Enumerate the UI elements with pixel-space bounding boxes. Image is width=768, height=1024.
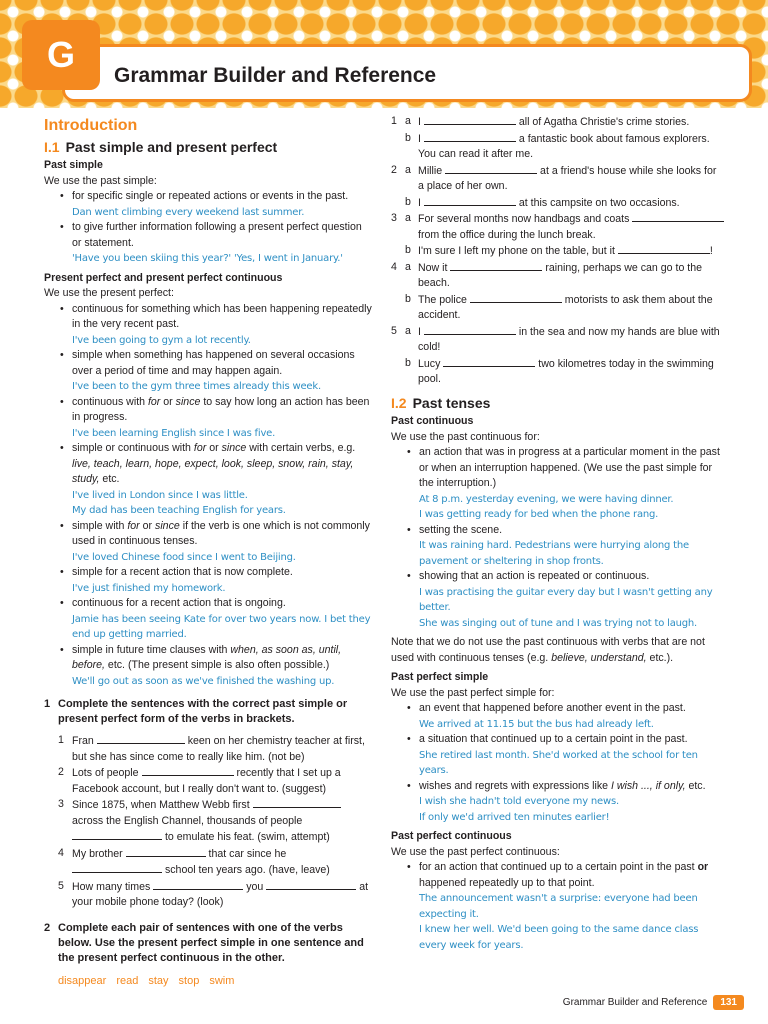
- example-text: 'Have you been skiing this year?' 'Yes, I went in January.': [72, 253, 343, 264]
- item-letter: a: [405, 163, 411, 176]
- past-perfect-continuous-heading: Past perfect continuous: [391, 830, 512, 842]
- rule-text: an action that was in progress at a particular moment in the past or when an interruption happened. (We use the past simple for the interruption.): [419, 446, 720, 489]
- rule-text: or: [160, 395, 176, 408]
- rule-text: showing that an action is repeated or continuous.: [419, 570, 650, 582]
- answer-blank[interactable]: [443, 356, 535, 367]
- rule-text: simple in future time clauses with: [72, 643, 231, 656]
- item-text: Lucy: [418, 357, 441, 370]
- item-text: raining, perhaps we can go to the beach.: [418, 261, 702, 289]
- past-continuous-heading: Past continuous: [391, 415, 474, 427]
- item-text: recently that I set up a Facebook account, but I really don't want to. (suggest): [72, 767, 341, 795]
- past-simple-heading: Past simple: [44, 159, 103, 171]
- answer-blank[interactable]: [618, 243, 710, 254]
- section-letter-tab: [22, 20, 100, 90]
- keyword: or: [697, 861, 709, 873]
- answer-blank[interactable]: [424, 131, 516, 142]
- answer-blank[interactable]: [126, 846, 206, 857]
- example-text: I've been learning English since I was five.: [72, 427, 276, 439]
- page-footer: [563, 995, 744, 1010]
- rule-text: simple with: [72, 519, 128, 532]
- section-letter: G: [46, 34, 75, 75]
- rule-text: etc.: [99, 473, 120, 485]
- item-number: 4: [58, 846, 64, 859]
- list-item: [72, 348, 374, 395]
- rule-text: simple for a recent action that is now complete.: [72, 566, 293, 578]
- keyword: for: [127, 519, 140, 532]
- rule-text: for an action that continued up to a certain point in the past: [419, 861, 698, 873]
- item-text: Since 1875, when Matthew Webb first: [72, 799, 250, 811]
- rule-text: if the verb is one which is not commonly used in continuous tenses.: [72, 519, 370, 547]
- item-number: 4: [391, 260, 397, 273]
- item-letter: b: [405, 131, 411, 144]
- pair-item: [391, 243, 725, 260]
- example-text: We'll go out as soon as we've finished the washing up.: [72, 675, 335, 687]
- item-text: Lots of people: [72, 767, 139, 779]
- example-text: I've just finished my homework.: [72, 582, 226, 594]
- answer-blank[interactable]: [424, 114, 516, 125]
- past-perfect-simple-heading: Past perfect simple: [391, 671, 489, 683]
- rule-text: continuous for a recent action that is ongoing.: [72, 597, 286, 609]
- exercise-2-instruction: [44, 921, 374, 966]
- exercise-number: 2: [44, 921, 51, 934]
- keyword: I wish ..., if only,: [610, 779, 686, 792]
- past-simple-list: [44, 189, 374, 267]
- item-text: at this campsite on two occasions.: [518, 196, 680, 209]
- keyword: when, as soon as, until, before,: [72, 643, 342, 671]
- example-text: I've loved Chinese food since I went to Beijing.: [72, 551, 296, 563]
- example-text: I've lived in London since I was little.: [72, 489, 248, 501]
- list-item: [419, 779, 725, 826]
- instruction-text: Complete the sentences with the correct past simple or present perfect form of the verbs in brackets.: [58, 698, 348, 725]
- item-text: across the English Channel, thousands of people: [72, 814, 303, 827]
- example-text: The announcement wasn't a surprise: everyone had been expecting it.: [419, 893, 698, 920]
- subsection-number: I.2: [391, 394, 407, 411]
- item-text: to emulate his feat. (swim, attempt): [164, 831, 330, 843]
- list-item: [419, 569, 725, 631]
- item-text: keen on her chemistry teacher at first, but she has since come to really like him. (not be): [72, 735, 365, 763]
- example-text: My dad has been teaching English for years.: [72, 505, 286, 516]
- pair-item: [391, 114, 725, 131]
- rule-text: to say how long an action has been in progress.: [72, 395, 370, 423]
- item-text: you: [246, 880, 264, 893]
- pair-item: [391, 211, 725, 243]
- example-text: At 8 p.m. yesterday evening, we were having dinner.: [419, 493, 674, 505]
- footer-label: Grammar Builder and Reference: [562, 997, 708, 1008]
- example-text: I knew her well. We'd been going to the same dance class every week for years.: [419, 924, 699, 951]
- item-text: My brother: [72, 847, 123, 860]
- exercise-1-instruction: [44, 697, 374, 727]
- item-letter: a: [405, 212, 411, 224]
- keyword: since: [221, 442, 247, 454]
- word-bank-item: swim: [209, 974, 235, 987]
- rule-text: happened repeatedly up to that point.: [419, 876, 595, 889]
- example-text: Jamie has been seeing Kate for over two years now. I bet they end up getting married.: [72, 613, 371, 640]
- item-text: motorists to ask them about the accident.: [418, 293, 713, 321]
- rule-text: or: [139, 519, 156, 532]
- item-number: 2: [58, 766, 64, 778]
- exercise-1-items: [58, 733, 374, 911]
- rule-text: or: [206, 442, 222, 454]
- subsection-title: Past simple and present perfect: [65, 138, 278, 155]
- answer-blank[interactable]: [266, 879, 356, 890]
- past-continuous-list: [391, 445, 725, 631]
- item-text: a fantastic book about famous explorers. You can read it after me.: [418, 132, 710, 160]
- list-item: [419, 860, 725, 953]
- past-perfect-continuous-lead: We use the past perfect continuous:: [391, 845, 560, 858]
- item-text: I'm sure I left my phone on the table, but it: [418, 245, 615, 257]
- item-letter: a: [405, 324, 411, 337]
- exercise-item: [58, 733, 374, 765]
- rule-text: a situation that continued up to a certain point in the past.: [419, 733, 688, 745]
- keyword: since: [155, 519, 180, 532]
- item-number: 2: [391, 163, 397, 176]
- item-number: 1: [58, 734, 64, 746]
- list-item: [72, 395, 374, 442]
- keyword: for: [193, 442, 207, 454]
- past-continuous-note: [391, 635, 725, 666]
- rule-text: to give further information following a present perfect question or statement.: [72, 221, 362, 249]
- example-text: She was singing out of tune and I was trying not to laugh.: [419, 617, 698, 629]
- exercise-item: [58, 846, 374, 879]
- example-text: Dan went climbing every weekend last summer.: [72, 206, 305, 218]
- rule-text: etc. (The present simple is also often possible.): [104, 659, 330, 671]
- list-item: [419, 732, 725, 779]
- item-text: For several months now handbags and coats: [418, 213, 630, 225]
- item-text: How many times: [72, 880, 151, 893]
- example-text: If only we'd arrived ten minutes earlier!: [419, 811, 610, 823]
- page-title: Grammar Builder and Reference: [114, 64, 437, 87]
- pair-item: [391, 292, 725, 324]
- example-text: I was getting ready for bed when the phone rang.: [419, 509, 659, 520]
- rule-text: for specific single or repeated actions or events in the past.: [72, 190, 349, 202]
- item-letter: b: [405, 244, 411, 256]
- list-item: [419, 523, 725, 570]
- item-text: I: [418, 196, 421, 209]
- exercise-item: [58, 797, 374, 846]
- item-text: from the office during the lunch break.: [418, 228, 596, 241]
- rule-text: setting the scene.: [419, 523, 503, 536]
- example-text: I was practising the guitar every day but I wasn't getting any better.: [419, 586, 713, 613]
- example-text: She retired last month. She'd worked at the school for ten years.: [419, 749, 698, 776]
- item-text: at a friend's house while she looks for a place of her own.: [418, 164, 717, 192]
- item-text: at your mobile phone today? (look): [72, 880, 369, 908]
- answer-blank[interactable]: [470, 292, 562, 303]
- exercise-number: 1: [44, 698, 51, 710]
- item-text: The police: [418, 293, 467, 306]
- pair-item: [391, 324, 725, 356]
- pair-item: [391, 356, 725, 388]
- rule-text: an event that happened before another event in the past.: [419, 702, 686, 714]
- past-simple-lead: We use the past simple:: [44, 174, 157, 187]
- answer-blank[interactable]: [253, 797, 341, 808]
- pair-item: [391, 163, 725, 195]
- page-number: 131: [713, 995, 744, 1010]
- exercise-2-pairs: [391, 114, 725, 388]
- present-perfect-lead: We use the present perfect:: [44, 287, 174, 299]
- item-text: Millie: [418, 164, 443, 177]
- subsection-number: I.1: [44, 138, 60, 155]
- item-number: 5: [391, 324, 397, 337]
- rule-text: continuous with: [72, 395, 148, 408]
- subsection-heading: [391, 396, 725, 412]
- rule-text: simple when something has happened on several occasions over a period of time and may happen again.: [72, 349, 355, 377]
- list-item: [419, 445, 725, 523]
- subsection-heading: [44, 140, 374, 156]
- item-letter: b: [405, 292, 411, 305]
- pair-item: [391, 131, 725, 163]
- pair-item: [391, 195, 725, 212]
- note-text: Note that we do not use the past continuous with verbs that are not used with continuous tenses (e.g.: [391, 636, 705, 664]
- example-text: I've been to the gym three times already this week.: [72, 381, 321, 392]
- answer-blank[interactable]: [445, 163, 537, 174]
- left-column: [44, 114, 374, 989]
- keyword: for: [147, 395, 161, 408]
- item-letter: b: [405, 195, 411, 208]
- instruction-text: Complete each pair of sentences with one of the verbs below. Use the present perfect simple in one sentence and the present perfect continuous in the other.: [58, 921, 364, 964]
- keyword: believe, understand,: [551, 651, 647, 664]
- item-text: that car since he: [208, 847, 287, 860]
- past-perfect-simple-lead: We use the past perfect simple for:: [391, 686, 555, 699]
- list-item: [72, 189, 374, 220]
- item-number: 3: [391, 212, 397, 224]
- answer-blank[interactable]: [632, 211, 724, 222]
- rule-text: continuous for something which has been happening repeatedly in the very recent past.: [72, 302, 372, 330]
- answer-blank[interactable]: [72, 862, 162, 873]
- present-perfect-heading: Present perfect and present perfect continuous: [44, 271, 283, 284]
- item-text: two kilometres today in the swimming pool.: [418, 357, 714, 385]
- word-bank: [58, 974, 374, 990]
- list-item: [72, 643, 374, 690]
- word-bank-item: disappear: [58, 974, 107, 987]
- list-item: [72, 519, 374, 566]
- subsection-title: Past tenses: [412, 394, 491, 411]
- keyword: since: [175, 395, 201, 408]
- answer-blank[interactable]: [142, 765, 234, 776]
- item-text: !: [709, 245, 713, 257]
- item-text: I: [418, 325, 421, 338]
- item-text: I: [418, 132, 421, 145]
- rule-text: simple or continuous with: [72, 442, 194, 454]
- word-bank-item: stay: [148, 974, 169, 987]
- keyword: live, teach, learn, hope, expect, look, sleep, snow, rain, stay, study,: [72, 457, 354, 485]
- item-text: Now it: [418, 261, 448, 274]
- past-perfect-simple-list: [391, 701, 725, 825]
- answer-blank[interactable]: [424, 195, 516, 206]
- word-bank-item: stop: [178, 974, 200, 987]
- past-continuous-lead: We use the past continuous for:: [391, 430, 540, 443]
- section-heading: Introduction: [44, 117, 138, 134]
- item-text: school ten years ago. (have, leave): [164, 864, 330, 876]
- answer-blank[interactable]: [450, 260, 542, 271]
- list-item: [72, 596, 374, 643]
- answer-blank[interactable]: [72, 829, 162, 840]
- exercise-item: [58, 879, 374, 911]
- rule-text: with certain verbs, e.g.: [246, 442, 356, 454]
- note-text: etc.).: [646, 651, 674, 664]
- list-item: [72, 441, 374, 519]
- item-number: 5: [58, 879, 64, 892]
- pair-item: [391, 260, 725, 292]
- example-text: We arrived at 11.15 but the bus had already left.: [419, 718, 654, 730]
- item-number: 1: [391, 115, 397, 127]
- answer-blank[interactable]: [97, 733, 185, 744]
- present-perfect-list: [44, 302, 374, 690]
- item-number: 3: [58, 798, 64, 810]
- item-letter: a: [405, 260, 411, 273]
- exercise-item: [58, 765, 374, 797]
- item-letter: b: [405, 356, 411, 369]
- answer-blank[interactable]: [153, 879, 243, 890]
- list-item: [72, 565, 374, 596]
- past-perfect-continuous-list: [391, 860, 725, 953]
- rule-text: wishes and regrets with expressions like: [419, 779, 611, 792]
- item-text: Fran: [72, 735, 94, 747]
- example-text: I wish she hadn't told everyone my news.: [419, 796, 619, 807]
- answer-blank[interactable]: [424, 324, 516, 335]
- list-item: [419, 701, 725, 732]
- word-bank-item: read: [116, 974, 139, 987]
- example-text: It was raining hard. Pedestrians were hurrying along the pavement or sheltering in shop fronts.: [419, 540, 689, 567]
- item-text: I: [418, 116, 421, 128]
- item-letter: a: [405, 115, 411, 127]
- list-item: [72, 302, 374, 349]
- example-text: I've been going to gym a lot recently.: [72, 334, 251, 346]
- list-item: [72, 220, 374, 267]
- rule-text: etc.: [685, 779, 706, 792]
- item-text: all of Agatha Christie's crime stories.: [518, 116, 690, 128]
- right-column: [391, 114, 725, 953]
- item-text: in the sea and now my hands are blue with cold!: [418, 325, 720, 353]
